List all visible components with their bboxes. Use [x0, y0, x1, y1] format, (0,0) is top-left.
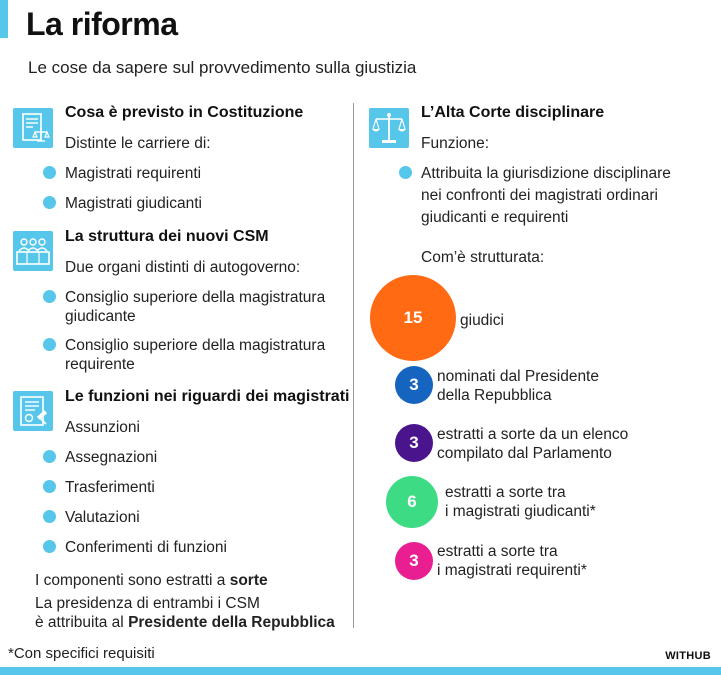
alta-corte-heading: L’Alta Corte disciplinare [421, 104, 605, 121]
composition-label [437, 542, 587, 580]
count-circle-judges: 15 [370, 275, 456, 361]
composition-label-line: compilato dal Parlamento [437, 445, 612, 462]
components-note-bold: sorte [229, 572, 268, 589]
composition-label: giudici [460, 312, 504, 329]
list-item: Assegnazioni [65, 449, 158, 466]
composition-label [437, 367, 599, 405]
list-item-line: giudicante [65, 308, 136, 325]
composition-label-line: estratti a sorte da un elenco [437, 426, 629, 443]
brand-logo: WITHUB [665, 650, 711, 662]
count-circle-prosecuting-magistrates: 3 [395, 542, 433, 580]
components-note-text: I componenti sono estratti a [35, 572, 230, 589]
section-constitution-heading: Cosa è previsto in Costituzione [65, 104, 304, 121]
function-label: Funzione: [421, 135, 490, 152]
list-item: Valutazioni [65, 509, 140, 526]
page-subtitle: Le cose da sapere sul provvedimento sulla giustizia [28, 58, 417, 77]
list-item [65, 336, 325, 374]
section-csm-heading: La struttura dei nuovi CSM [65, 228, 269, 245]
bullet [399, 166, 412, 179]
gavel-document-icon [13, 391, 53, 431]
bullet [43, 450, 56, 463]
function-description [421, 163, 671, 229]
function-line: giudicanti e requirenti [421, 209, 569, 226]
function-line: nei confronti dei magistrati ordinari [421, 187, 658, 204]
title-accent-bar [0, 0, 8, 38]
footnote: *Con specifici requisiti [8, 645, 155, 662]
components-note [35, 571, 268, 590]
composition-label-line: nominati dal Presidente [437, 368, 599, 385]
list-item [65, 288, 325, 326]
list-item: Trasferimenti [65, 479, 155, 496]
bullet [43, 480, 56, 493]
composition-label-line: estratti a sorte tra [437, 543, 558, 560]
section-csm-intro: Due organi distinti di autogoverno: [65, 259, 301, 276]
bullet [43, 166, 56, 179]
presidency-note-line1: La presidenza di entrambi i CSM [35, 595, 260, 612]
composition-label [445, 483, 596, 521]
list-item: Magistrati requirenti [65, 165, 202, 182]
bullet [43, 540, 56, 553]
list-item: Assunzioni [65, 419, 140, 436]
function-line: Attribuita la giurisdizione disciplinare [421, 165, 671, 182]
bullet [43, 510, 56, 523]
column-divider [353, 103, 354, 628]
bullet [43, 338, 56, 351]
list-item: Magistrati giudicanti [65, 195, 202, 212]
composition-label-line: della Repubblica [437, 387, 552, 404]
composition-label [437, 425, 628, 463]
count-circle-judging-magistrates: 6 [386, 476, 438, 528]
scales-of-justice-icon [369, 108, 409, 148]
constitution-document-icon [13, 108, 53, 148]
bottom-accent-bar [0, 667, 721, 675]
count-circle-president: 3 [395, 366, 433, 404]
bullet [43, 290, 56, 303]
list-item-line: Consiglio superiore della magistratura [65, 289, 326, 306]
section-functions-heading: Le funzioni nei riguardi dei magistrati [65, 388, 350, 405]
composition-label-line: i magistrati giudicanti* [445, 503, 596, 520]
presidency-note-bold: Presidente della Repubblica [128, 614, 335, 631]
list-item-line: Consiglio superiore della magistratura [65, 337, 326, 354]
presidency-note-text: è attribuita al [35, 614, 129, 631]
bullet [43, 196, 56, 209]
council-assembly-icon [13, 231, 53, 271]
section-constitution-intro: Distinte le carriere di: [65, 135, 211, 152]
page-title: La riforma [26, 6, 178, 42]
list-item-line: requirente [65, 356, 135, 373]
composition-label-line: i magistrati requirenti* [437, 562, 587, 579]
count-circle-parliament: 3 [395, 424, 433, 462]
structure-label: Com’è strutturata: [421, 249, 545, 266]
composition-label-line: estratti a sorte tra [445, 484, 566, 501]
list-item: Conferimenti di funzioni [65, 539, 227, 556]
presidency-note [35, 594, 335, 632]
